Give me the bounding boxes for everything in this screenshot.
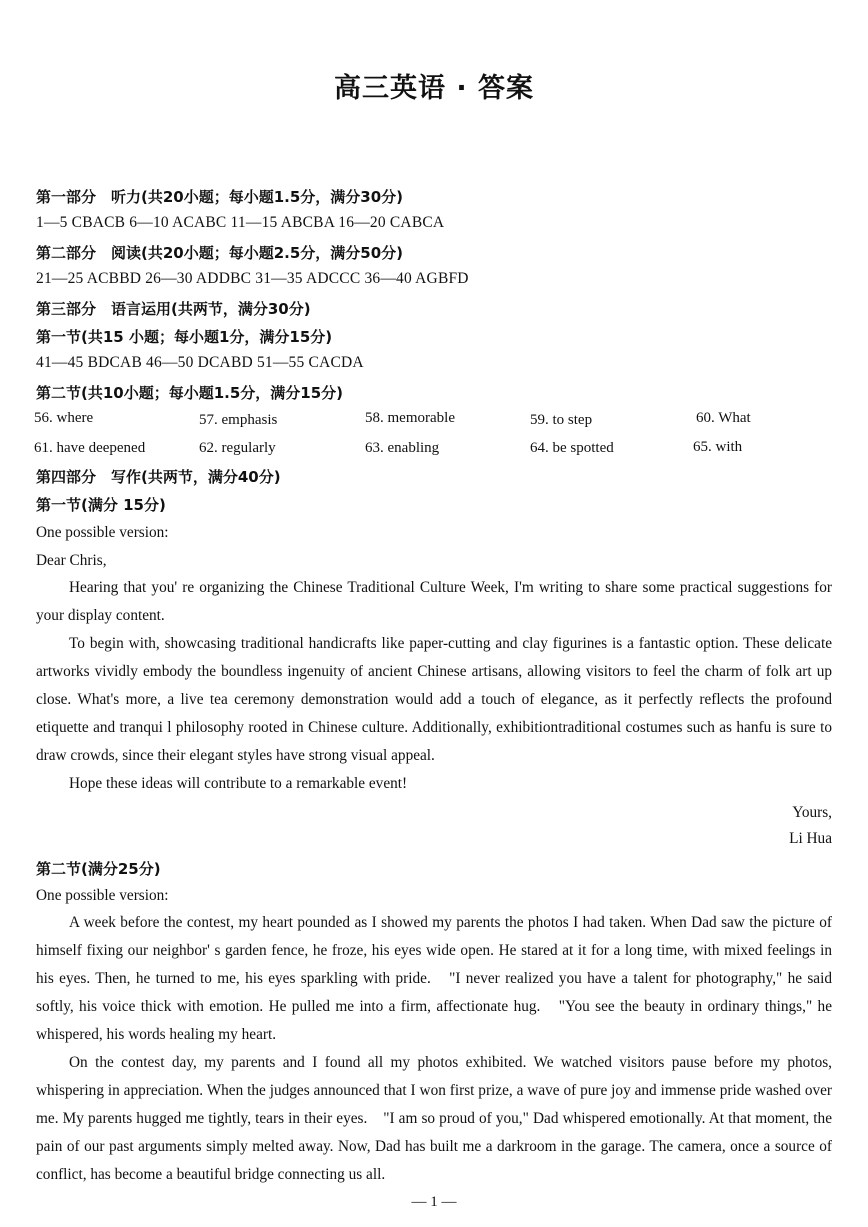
letter-paragraph: Hearing that you' re organizing the Chinese Traditional Culture Week, I'm writing to share some practical suggestions for your display content. [36,579,832,624]
part4-section1-heading: 第一节(满分 15分) [36,496,166,514]
letter-signature: Li Hua [789,830,832,847]
version-label: One possible version: [36,524,169,541]
story-paragraph: A week before the contest, my heart pounded as I showed my parents the photos I had taken. When Dad saw the picture of himself fixing our neighbor' s garden fence, he froze, his eyes wide open. He stared at it for a long time, with mixed feelings in his eyes. Then, he turned to me, his eyes sparkling with pride. "I never realized you have a talent for photography," he said softly, his voice thick with emotion. He pulled me into a firm, affectionate hug. "You see the beauty in ordinary things," he whispered, his words healing my heart. [36,914,832,1043]
part3-section1-answers: 41—45 BDCAB 46—50 DCABD 51—55 CACDA [36,354,364,371]
part2-answers: 21—25 ACBBD 26—30 ADDBC 31—35 ADCCC 36—40 AGBFD [36,270,469,287]
part2-heading: 第二部分 阅读(共20小题；每小题2.5分，满分50分) [36,244,404,262]
letter-paragraph: Hope these ideas will contribute to a remarkable event! [69,775,408,792]
part4-section2-heading: 第二节(满分25分) [36,860,161,878]
fill-answer: 56. where [34,410,94,426]
fill-answer: 57. emphasis [199,412,278,428]
fill-answer: 65. with [693,439,743,455]
part3-section1-heading: 第一节(共15 小题；每小题1分，满分15分) [36,328,333,346]
fill-answer: 58. memorable [365,410,455,426]
fill-answer: 63. enabling [365,440,440,456]
part1-answers: 1—5 CBACB 6—10 ACABC 11—15 ABCBA 16—20 CABCA [36,214,445,231]
part4-heading: 第四部分 写作(共两节，满分40分) [36,468,281,486]
story-paragraph: On the contest day, my parents and I found all my photos exhibited. We watched visitors pause before my photos, whispering in appreciation. When the judges announced that I won first prize, a wave of pure joy and immense pride washed over me. My parents hugged me tightly, tears in their eyes. "I am so proud of you," Dad whispered emotionally. At that moment, the pain of our past arguments simply melted away. Now, Dad has built me a darkroom in the garage. The camera, once a source of conflict, has become a beautiful bridge connecting us all. [36,1054,832,1183]
part3-section2-heading: 第二节(共10小题；每小题1.5分，满分15分) [36,384,344,402]
fill-answer: 61. have deepened [34,440,146,456]
page-title: 高三英语 · 答案 [333,73,535,104]
part3-heading: 第三部分 语言运用(共两节，满分30分) [36,300,311,318]
fill-answer: 62. regularly [199,440,276,456]
part1-heading: 第一部分 听力(共20小题；每小题1.5分，满分30分) [36,188,404,206]
version-label: One possible version: [36,887,169,904]
page-number: — 1 — [411,1194,457,1210]
letter-closing: Yours, [792,804,832,821]
fill-answer: 59. to step [530,412,593,428]
letter-paragraph: To begin with, showcasing traditional handicrafts like paper-cutting and clay figurines is a fantastic option. These delicate artworks vividly embody the boundless ingenuity of ancient Chinese artisans, allowing visitors to feel the charm of folk art up close. What's more, a live tea ceremony demonstration would add a touch of elegance, as it perfectly reflects the profound etiquette and tranqui l philosophy rooted in Chinese culture. Additionally, exhibitiontraditional costumes such as hanfu is sure to draw crowds, since their elegant styles have strong visual appeal. [36,635,832,764]
fill-answer: 64. be spotted [530,440,614,456]
letter-salutation: Dear Chris, [36,552,107,569]
fill-answer: 60. What [696,410,751,426]
